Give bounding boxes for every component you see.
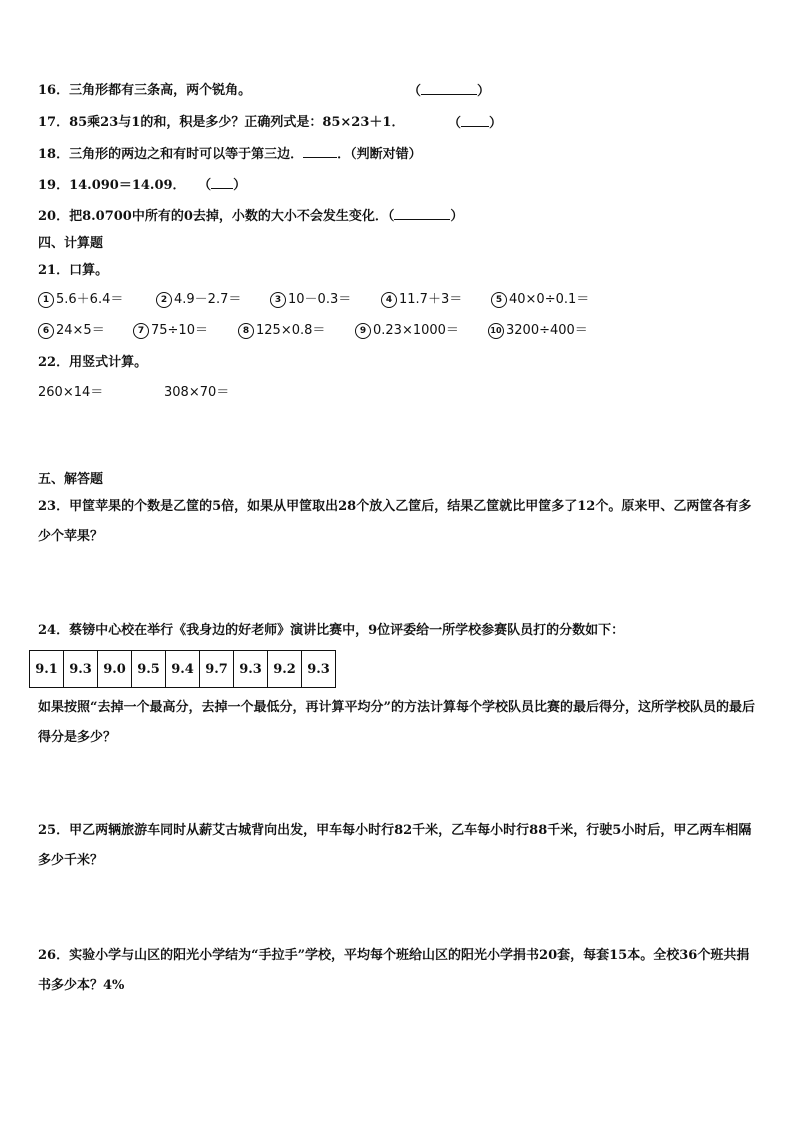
mental-calc-item-10: 10 3200÷400＝ [488,322,588,340]
mental-calc-item-6: 6 24×5＝ [38,322,105,340]
question-16-text: 16．三角形都有三条高，两个锐角。 [38,83,252,98]
score-table [29,650,336,688]
score-cell: 9.2 [268,651,302,688]
table-row [30,651,336,688]
number-circle-7: 7 [133,323,149,339]
section-5-title: 五、解答题 [38,472,104,487]
mental-calc-row-2 [38,322,758,340]
question-25: 25．甲乙两辆旅游车同时从薪艾古城背向出发，甲车每小时行82千米，乙车每小时行88千米，行驶5小时后，甲乙两车相隔多少千米？ [38,823,752,868]
answer-blank[interactable] [211,176,233,189]
score-cell: 9.5 [132,651,166,688]
answer-blank[interactable] [461,114,489,127]
score-cell: 9.3 [302,651,336,688]
vertical-calc-item-2: 308×70＝ [164,385,230,400]
mental-calc-item-2: 2 4.9－2.7＝ [156,291,241,309]
question-19: 19．14.090＝14.09． （ ） [38,178,247,193]
number-circle-9: 9 [355,323,371,339]
question-19-text: 19．14.090＝14.09． [38,178,186,193]
question-26: 26．实验小学与山区的阳光小学结为“手拉手”学校，平均每个班给山区的阳光小学捐书20套，每套15本。全校36个班共捐书多少本？4% [38,948,750,993]
question-18-text-a: 18．三角形的两边之和有时可以等于第三边． [38,147,304,162]
score-cell: 9.3 [234,651,268,688]
answer-blank[interactable] [421,82,477,95]
number-circle-3: 3 [270,292,286,308]
question-22-title: 22．用竖式计算。 [38,355,148,370]
question-20: 20．把8.0700中所有的0去掉，小数的大小不会发生变化．（ ） [38,209,464,224]
mental-calc-item-9: 9 0.23×1000＝ [355,322,459,340]
question-17-text: 17．85乘23与1的和，积是多少？正确列式是：85×23＋1． [38,115,405,130]
number-circle-1: 1 [38,292,54,308]
mental-calc-row-1 [38,291,758,309]
question-24-intro: 24．蔡镑中心校在举行《我身边的好老师》演讲比赛中，9位评委给一所学校参赛队员打的分数如下： [38,623,625,638]
question-24-question: 如果按照“去掉一个最高分，去掉一个最低分，再计算平均分”的方法计算每个学校队员比赛的最后得分，这所学校队员的最后得分是多少？ [38,700,755,745]
number-circle-2: 2 [156,292,172,308]
question-20-text: 20．把8.0700中所有的0去掉，小数的大小不会发生变化． [38,209,388,224]
mental-calc-item-1: 1 5.6＋6.4＝ [38,291,123,309]
score-cell: 9.0 [98,651,132,688]
mental-calc-item-3: 3 10－0.3＝ [270,291,351,309]
number-circle-8: 8 [238,323,254,339]
section-4-title: 四、计算题 [38,236,104,251]
question-16-answer-parens: （ ） [408,84,491,99]
number-circle-5: 5 [491,292,507,308]
score-cell: 9.3 [64,651,98,688]
vertical-calc-item-1: 260×14＝ [38,385,104,400]
question-18-text-b: ．（判断对错） [337,147,422,162]
number-circle-10: 10 [488,323,504,339]
mental-calc-item-5: 5 40×0÷0.1＝ [491,291,589,309]
score-cell: 9.4 [166,651,200,688]
score-cell: 9.7 [200,651,234,688]
question-17 [38,114,404,132]
number-circle-4: 4 [381,292,397,308]
number-circle-6: 6 [38,323,54,339]
mental-calc-item-4: 4 11.7＋3＝ [381,291,462,309]
question-18 [38,145,422,164]
question-17-answer-parens: （ ） [448,116,503,131]
question-23: 23．甲筐苹果的个数是乙筐的5倍，如果从甲筐取出28个放入乙筐后，结果乙筐就比甲筐多了12个。原来甲、乙两筐各有多少个苹果？ [38,499,752,544]
mental-calc-item-7: 7 75÷10＝ [133,322,208,340]
mental-calc-item-8: 8 125×0.8＝ [238,322,325,340]
answer-blank[interactable] [303,145,337,158]
answer-blank[interactable] [394,207,450,220]
question-21-title: 21．口算。 [38,263,109,278]
question-16 [38,82,251,100]
score-cell: 9.1 [30,651,64,688]
